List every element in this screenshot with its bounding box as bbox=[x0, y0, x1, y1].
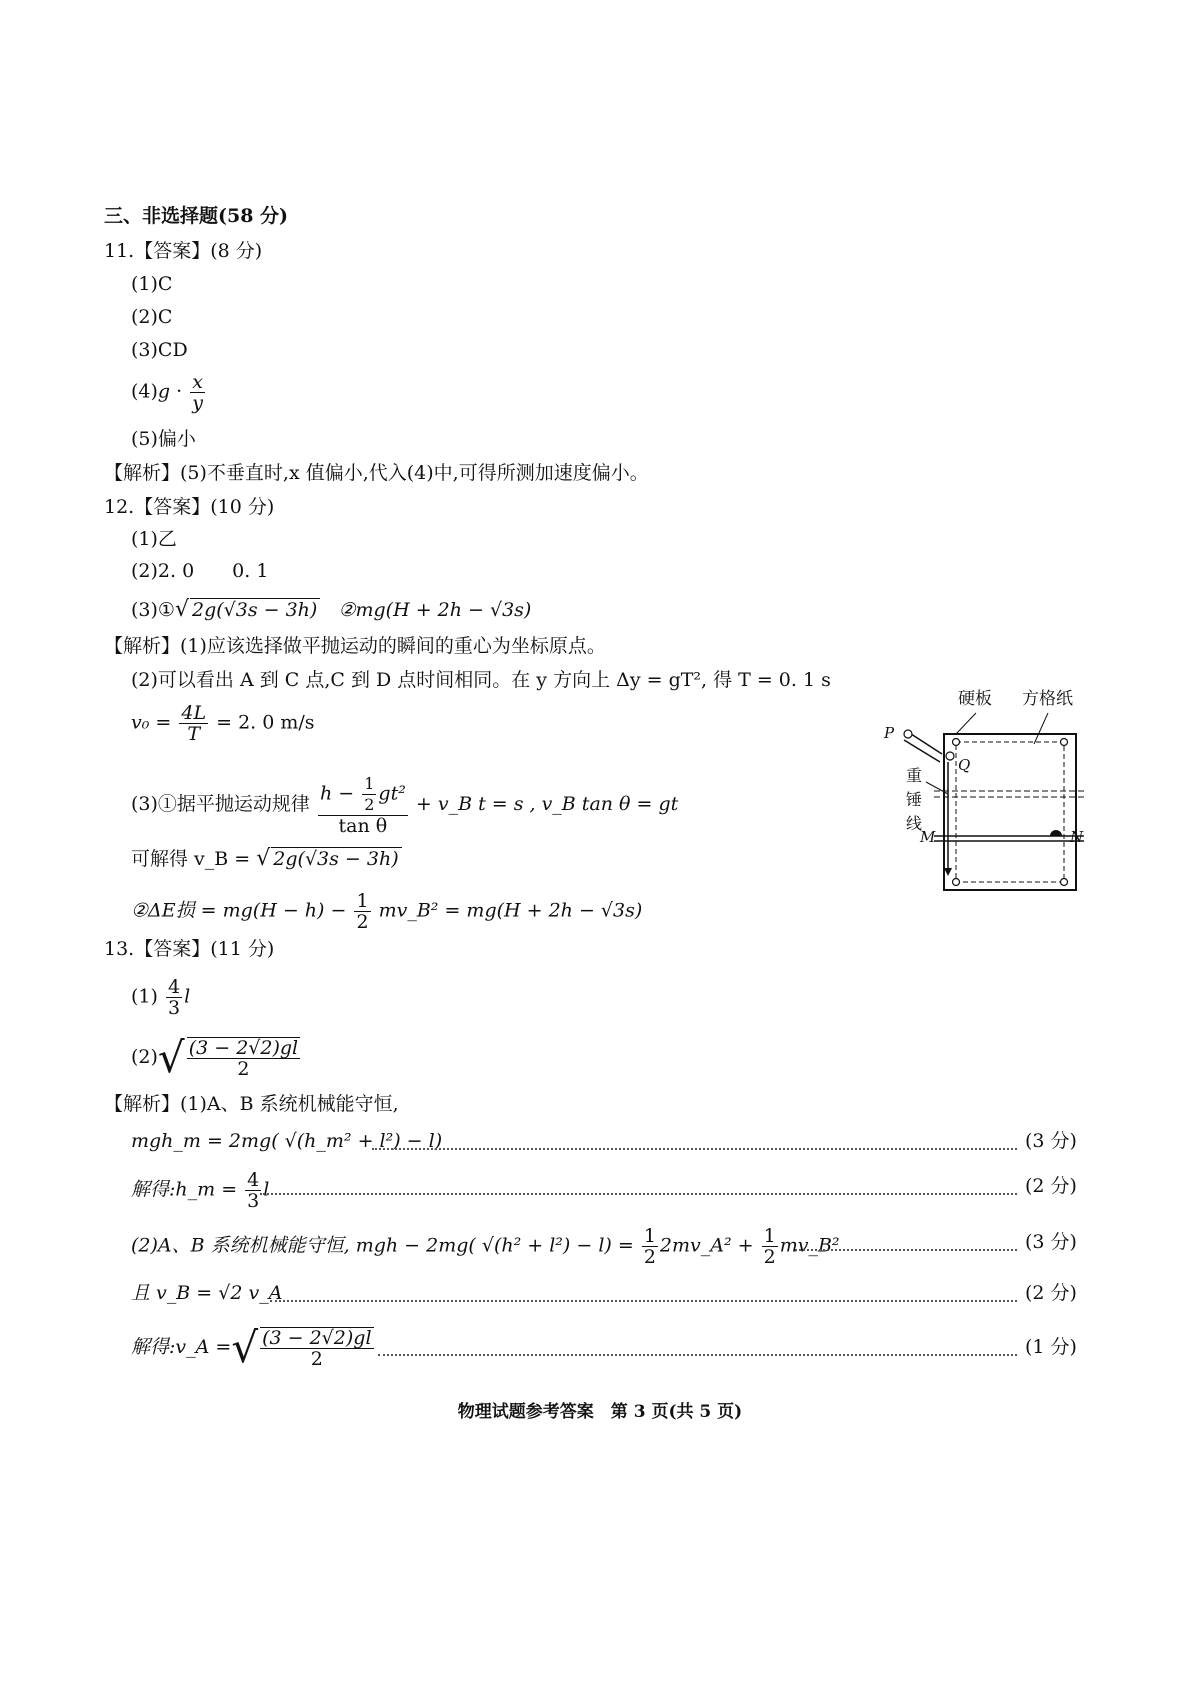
q13-eq4: 且 v_B = √2 v_A bbox=[131, 1282, 283, 1304]
fraction: $\frac{1}{2}$ bbox=[763, 1225, 776, 1268]
q12-answer-2: (2)2. 0 0. 1 bbox=[131, 560, 269, 582]
board-hole bbox=[1061, 879, 1068, 886]
q11-answer-5: (5)偏小 bbox=[131, 428, 196, 450]
ball-q bbox=[946, 752, 954, 760]
label-q: Q bbox=[958, 756, 971, 774]
q12-header: 12.【答案】(10 分) bbox=[104, 496, 275, 518]
label-m: M bbox=[920, 828, 936, 846]
label-grid-paper: 方格纸 bbox=[1022, 689, 1073, 709]
leader-paper bbox=[1034, 713, 1048, 744]
q13-answer-2: (2)√ $\frac{(3 - 2√2)gl}{2}$ bbox=[131, 1033, 299, 1082]
leader-dots bbox=[795, 1249, 1017, 1251]
q13-eq1: mgh_m = 2mg( √(h_m² + l²) − l) bbox=[131, 1130, 443, 1152]
q11-analysis: 【解析】(5)不垂直时,x 值偏小,代入(4)中,可得所测加速度偏小。 bbox=[104, 462, 649, 484]
leader-dots bbox=[378, 1354, 1017, 1356]
q11-answer-1: (1)C bbox=[131, 273, 173, 295]
leader-dots bbox=[372, 1148, 1017, 1150]
q11-header: 11.【答案】(8 分) bbox=[104, 240, 263, 262]
leader-board bbox=[956, 713, 976, 734]
q12-solve-vb: 可解得 v_B = √ 2g(√3s − 3h) bbox=[131, 846, 402, 872]
ramp-top bbox=[908, 732, 942, 754]
experiment-figure bbox=[884, 688, 1084, 898]
fraction: $\frac{(3 - 2√2)gl}{2}$ bbox=[188, 1037, 299, 1080]
q12-energy-loss: ②ΔE损 = mg(H − h) − $\frac{1}{2}$ mv_B² = mg(H + 2h − √3s) bbox=[131, 890, 643, 933]
points: (3 分) bbox=[1025, 1130, 1077, 1152]
fraction: $\frac{1}{2}$ bbox=[356, 890, 369, 933]
label-plumb-line: 重锤线 bbox=[906, 766, 923, 833]
q11-answer-3: (3)CD bbox=[131, 339, 188, 361]
q13-analysis-1: 【解析】(1)A、B 系统机械能守恒, bbox=[104, 1093, 399, 1115]
page-footer: 物理试题参考答案 第 3 页(共 5 页) bbox=[457, 1402, 743, 1422]
points: (1 分) bbox=[1025, 1336, 1077, 1358]
landing-ball bbox=[1050, 830, 1062, 836]
fraction: $\frac{4}{3}$ bbox=[167, 976, 181, 1019]
points: (2 分) bbox=[1025, 1175, 1077, 1197]
section-title: 三、非选择题(58 分) bbox=[104, 205, 289, 227]
label-n: N bbox=[1070, 828, 1084, 846]
q12-step3: (3)①据平抛运动规律 h − $\frac{1}{2}$ gt² tan θ + v_B t = s , v_B tan θ = gt bbox=[131, 774, 679, 837]
board-hole bbox=[1061, 739, 1068, 746]
fraction: $\frac{4L}{T}$ bbox=[181, 702, 207, 745]
fraction: $\frac{x}{y}$ bbox=[192, 371, 203, 414]
points: (3 分) bbox=[1025, 1231, 1077, 1253]
grid-paper bbox=[956, 742, 1064, 882]
q13-answer-1: (1) $\frac{4}{3}$ l bbox=[131, 976, 191, 1019]
q12-analysis-2: (2)可以看出 A 到 C 点,C 到 D 点时间相同。在 y 方向上 Δy = gT², 得 T = 0. 1 s bbox=[131, 669, 831, 691]
q13-eq3: (2)A、B 系统机械能守恒, mgh − 2mg( √(h² + l²) − l) = $\frac{1}{2}$ 2mv_A² + $\frac{1}{2}$ mv_B² bbox=[131, 1225, 840, 1268]
points: (2 分) bbox=[1025, 1282, 1077, 1304]
q12-analysis-1: 【解析】(1)应该选择做平抛运动的瞬间的重心为坐标原点。 bbox=[104, 635, 606, 657]
plumb-bob bbox=[944, 868, 952, 876]
q13-eq2: 解得:h_m = $\frac{4}{3}$ l bbox=[131, 1169, 270, 1212]
q13-eq5: 解得:v_A =√ $\frac{(3 - 2√2)gl}{2}$ bbox=[131, 1323, 372, 1372]
q12-v0-equation: v₀ = $\frac{4L}{T}$ = 2. 0 m/s bbox=[131, 702, 315, 745]
q12-answer-1: (1)乙 bbox=[131, 528, 177, 550]
leader-dots bbox=[270, 1300, 1017, 1302]
fraction: $\frac{(3 - 2√2)gl}{2}$ bbox=[262, 1327, 372, 1370]
fraction: $\frac{4}{3}$ bbox=[247, 1169, 260, 1212]
ramp-bottom bbox=[904, 740, 940, 762]
q11-answer-4: (4)g · $\frac{x}{y}$ bbox=[131, 371, 203, 414]
leader-dots bbox=[260, 1193, 1017, 1195]
ball-p bbox=[904, 730, 912, 738]
board-hole bbox=[953, 879, 960, 886]
q11-answer-2: (2)C bbox=[131, 306, 173, 328]
fraction: $\frac{1}{2}$ bbox=[364, 774, 375, 814]
label-board: 硬板 bbox=[958, 689, 992, 709]
label-p: P bbox=[884, 724, 895, 742]
q13-header: 13.【答案】(11 分) bbox=[104, 938, 275, 960]
q12-answer-3: (3)①√ 2g(√3s − 3h) ②mg(H + 2h − √3s) bbox=[131, 597, 532, 622]
fraction: h − $\frac{1}{2}$ gt² tan θ bbox=[319, 774, 406, 837]
board-hole bbox=[953, 739, 960, 746]
fraction: $\frac{1}{2}$ bbox=[643, 1225, 656, 1268]
